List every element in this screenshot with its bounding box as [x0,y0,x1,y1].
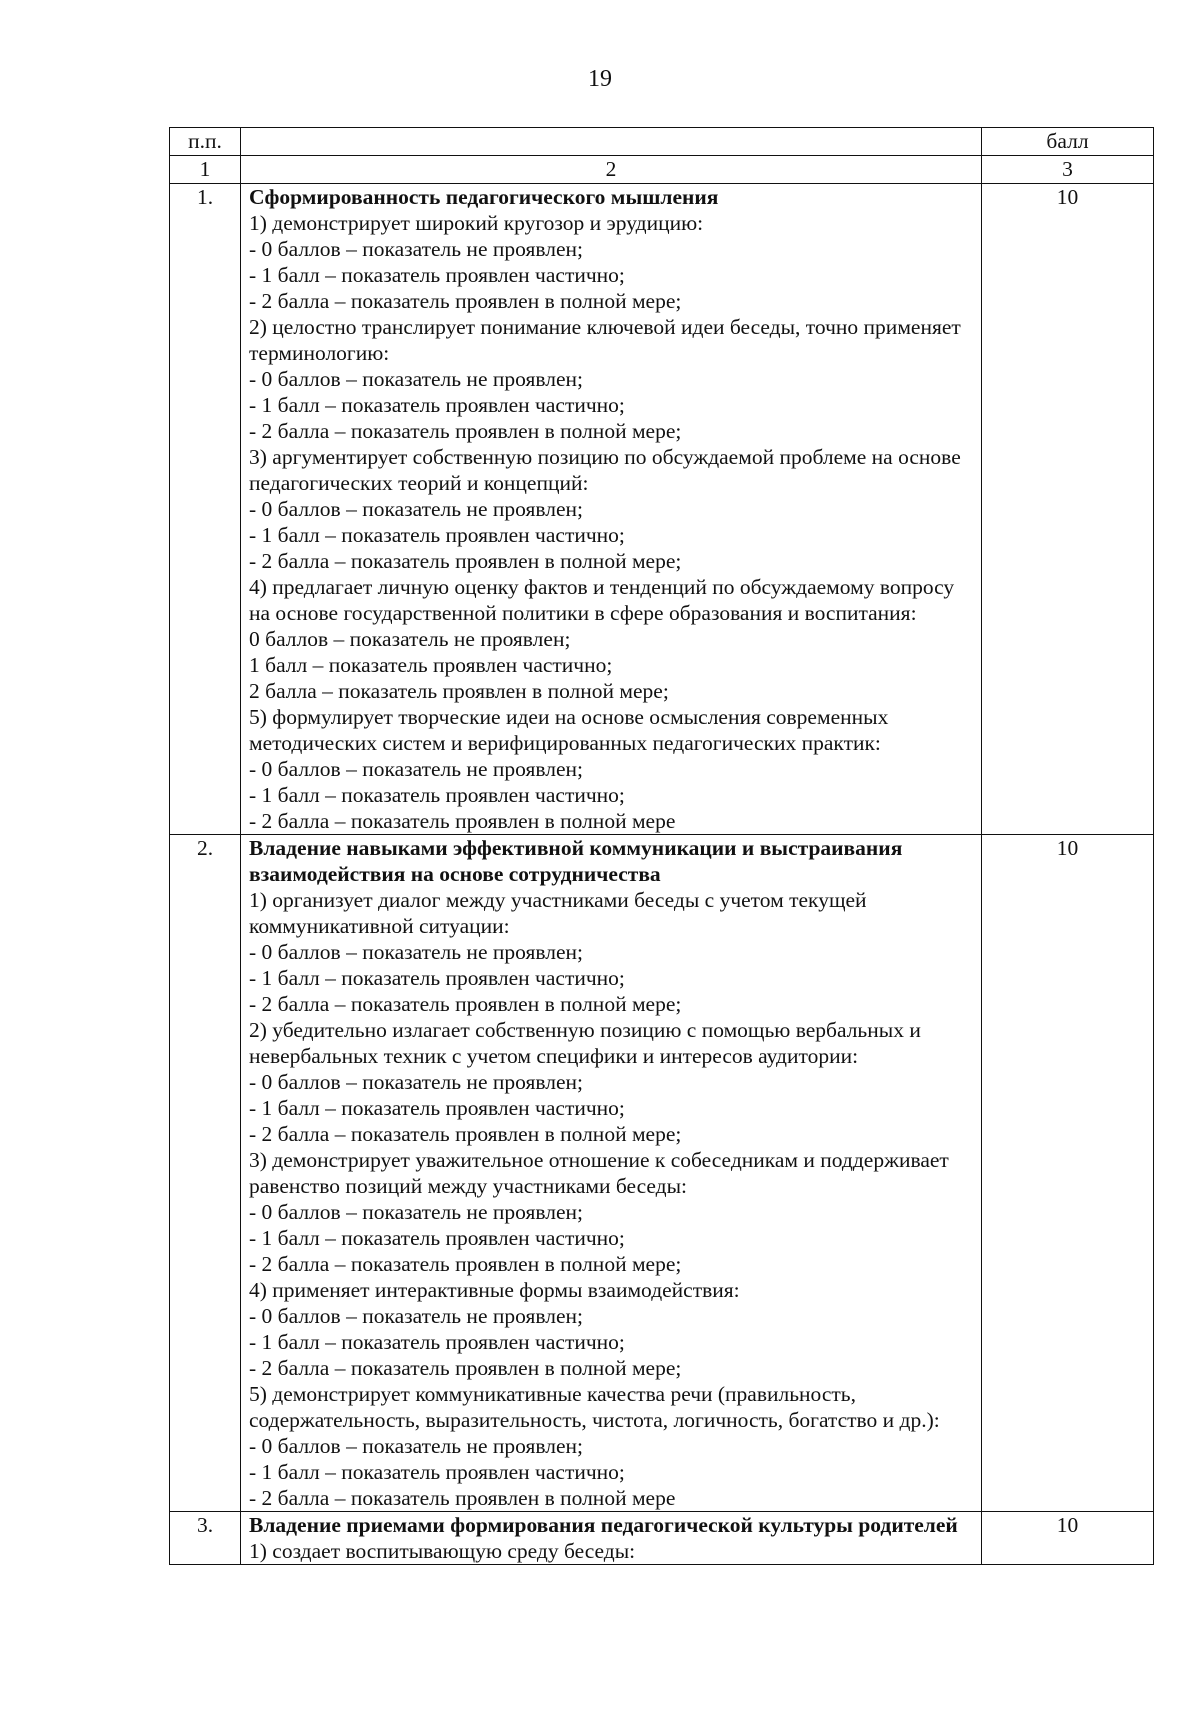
column-number-3: 3 [982,156,1154,184]
header-col-criteria [241,128,982,156]
criterion-score: 10 [982,835,1154,1512]
criterion-line: - 2 балла – показатель проявлен в полной мере; [249,992,682,1016]
criterion-number: 2. [170,835,241,1512]
criterion-line: 0 баллов – показатель не проявлен; [249,627,571,651]
criterion-line: - 0 баллов – показатель не проявлен; [249,497,583,521]
criterion-line: 2) убедительно излагает собственную позицию с помощью вербальных и невербальных техник с учетом специфики и интересов аудитории: [249,1018,921,1068]
criteria-table [169,127,1154,1565]
criterion-score: 10 [982,1512,1154,1565]
criterion-description [241,1512,982,1565]
criterion-line: 1) создает воспитывающую среду беседы: [249,1539,636,1563]
criterion-line: - 2 балла – показатель проявлен в полной мере [249,1486,676,1510]
criterion-line: - 1 балл – показатель проявлен частично; [249,523,625,547]
criterion-line: - 0 баллов – показатель не проявлен; [249,940,583,964]
criterion-line: 3) аргументирует собственную позицию по обсуждаемой проблеме на основе педагогических теорий и концепций: [249,445,961,495]
criterion-line: - 1 балл – показатель проявлен частично; [249,1226,625,1250]
criterion-line: - 2 балла – показатель проявлен в полной мере; [249,1122,682,1146]
criterion-description [241,184,982,835]
criterion-row [170,1512,1154,1565]
criterion-line: - 0 баллов – показатель не проявлен; [249,1304,583,1328]
criterion-line: 1) демонстрирует широкий кругозор и эрудицию: [249,211,704,235]
column-numbers-row [170,156,1154,184]
table-header-row [170,128,1154,156]
criterion-line: - 2 балла – показатель проявлен в полной мере; [249,289,682,313]
criterion-line: - 1 балл – показатель проявлен частично; [249,1460,625,1484]
criterion-line: - 0 баллов – показатель не проявлен; [249,1070,583,1094]
criterion-line: 3) демонстрирует уважительное отношение к собеседникам и поддерживает равенство позиций между участниками беседы: [249,1148,949,1198]
criterion-row [170,184,1154,835]
page-number: 19 [588,66,612,92]
criterion-description [241,835,982,1512]
criterion-line: 2) целостно транслирует понимание ключевой идеи беседы, точно применяет терминологию: [249,315,961,365]
column-number-2: 2 [241,156,982,184]
header-col-score: балл [982,128,1154,156]
criterion-line: 5) формулирует творческие идеи на основе осмысления современных методических систем и верифицированных педагогических практик: [249,705,889,755]
criterion-line: 1) организует диалог между участниками беседы с учетом текущей коммуникативной ситуации: [249,888,867,938]
criterion-line: - 1 балл – показатель проявлен частично; [249,1096,625,1120]
criterion-line: - 2 балла – показатель проявлен в полной мере [249,809,676,833]
column-number-1: 1 [170,156,241,184]
criterion-row [170,835,1154,1512]
criterion-number: 1. [170,184,241,835]
criterion-line: - 0 баллов – показатель не проявлен; [249,1434,583,1458]
criterion-line: 2 балла – показатель проявлен в полной мере; [249,679,669,703]
criterion-line: - 0 баллов – показатель не проявлен; [249,237,583,261]
criterion-title: Владение приемами формирования педагогической культуры родителей [249,1513,958,1537]
criterion-number: 3. [170,1512,241,1565]
criterion-line: - 1 балл – показатель проявлен частично; [249,966,625,990]
criterion-title: Сформированность педагогического мышления [249,185,719,209]
criterion-line: - 2 балла – показатель проявлен в полной мере; [249,419,682,443]
criterion-line: - 2 балла – показатель проявлен в полной мере; [249,1356,682,1380]
criterion-score: 10 [982,184,1154,835]
criterion-line: - 1 балл – показатель проявлен частично; [249,263,625,287]
criterion-title: Владение навыками эффективной коммуникации и выстраивания взаимодействия на основе сотрудничества [249,836,903,886]
criterion-line: - 1 балл – показатель проявлен частично; [249,1330,625,1354]
criterion-line: - 0 баллов – показатель не проявлен; [249,757,583,781]
criterion-line: 4) применяет интерактивные формы взаимодействия: [249,1278,740,1302]
criterion-line: - 0 баллов – показатель не проявлен; [249,1200,583,1224]
header-col-number: п.п. [170,128,241,156]
criterion-line: - 2 балла – показатель проявлен в полной мере; [249,1252,682,1276]
criterion-line: - 0 баллов – показатель не проявлен; [249,367,583,391]
criterion-line: - 1 балл – показатель проявлен частично; [249,783,625,807]
criterion-line: 1 балл – показатель проявлен частично; [249,653,613,677]
criterion-line: 5) демонстрирует коммуникативные качества речи (правильность, содержательность, выразительность, чистота, логичность, богатство и др.): [249,1382,940,1432]
criterion-line: - 2 балла – показатель проявлен в полной мере; [249,549,682,573]
criterion-line: - 1 балл – показатель проявлен частично; [249,393,625,417]
criteria-body [170,184,1154,1565]
criterion-line: 4) предлагает личную оценку фактов и тенденций по обсуждаемому вопросу на основе государственной политики в сфере образования и воспитания: [249,575,955,625]
